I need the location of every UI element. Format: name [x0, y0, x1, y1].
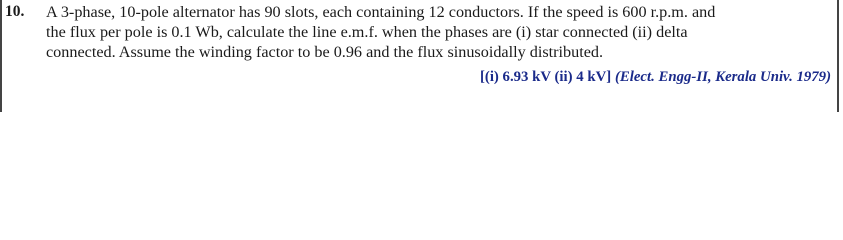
- answer-values: [(i) 6.93 kV (ii) 4 kV]: [479, 69, 612, 85]
- left-margin-rule: [0, 0, 2, 112]
- answer-line: [480, 67, 831, 87]
- problem-block: [0, 0, 843, 112]
- problem-number: 10.: [5, 3, 25, 20]
- problem-text-line-3: connected. Assume the winding factor to be 0.96 and the flux sinusoidally distributed.: [46, 43, 604, 61]
- cut-off-next-line: [46, 104, 806, 112]
- answer-source: (Elect. Engg-II, Kerala Univ. 1979): [614, 69, 831, 85]
- problem-text-line-1: A 3-phase, 10-pole alternator has 90 slots, each containing 12 conductors. If the speed is 600 r.p.m. and: [46, 3, 716, 21]
- right-margin-rule: [837, 0, 839, 112]
- problem-text-line-2: the flux per pole is 0.1 Wb, calculate the line e.m.f. when the phases are (i) star connected (ii) delta: [46, 23, 688, 41]
